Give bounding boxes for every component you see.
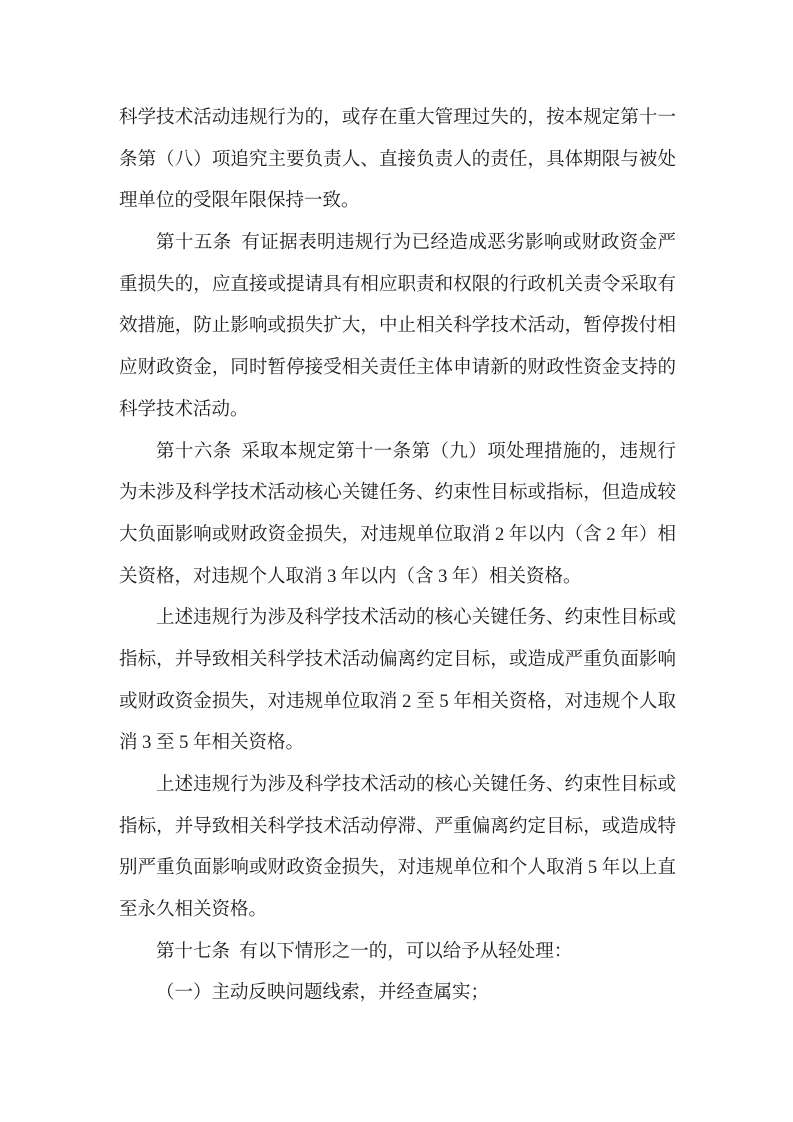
text-line: 理单位的受限年限保持一致。	[119, 191, 360, 212]
text-line: 上述违规行为涉及科学技术活动的核心关键任务、约束性目标或	[156, 608, 676, 629]
text-line: 第十六条 采取本规定第十一条第（九）项处理措施的，违规行	[156, 441, 676, 462]
paragraph	[119, 432, 676, 599]
paragraph	[119, 932, 676, 974]
text-line: 为未涉及科学技术活动核心关键任务、约束性目标或指标，但造成较	[119, 483, 676, 504]
text-line: 别严重负面影响或财政资金损失，对违规单位和个人取消 5 年以上直	[119, 858, 676, 879]
text-line: 上述违规行为涉及科学技术活动的核心关键任务、约束性目标或	[156, 775, 676, 795]
text-line: 至永久相关资格。	[119, 900, 268, 921]
text-line: 效措施，防止影响或损失扩大，中止相关科学技术活动，暂停拨付相	[119, 316, 676, 337]
text-line: 第十五条 有证据表明违规行为已经造成恶劣影响或财政资金严	[156, 233, 676, 254]
paragraph	[119, 98, 676, 223]
text-line: （一）主动反映问题线索，并经查属实；	[156, 983, 490, 1004]
text-line: 科学技术活动。	[119, 399, 249, 420]
text-line: 重损失的，应直接或提请具有相应职责和权限的行政机关责令采取有	[119, 274, 676, 295]
paragraph	[119, 598, 676, 765]
text-line: 第十七条 有以下情形之一的，可以给予从轻处理：	[156, 941, 573, 962]
text-line: 或财政资金损失，对违规单位取消 2 至 5 年相关资格，对违规个人取	[119, 691, 676, 712]
document-text-block	[119, 98, 676, 1015]
paragraph	[119, 223, 676, 431]
text-line: 关资格，对违规个人取消 3 年以内（含 3 年）相关资格。	[119, 566, 582, 587]
paragraph	[119, 973, 676, 1015]
text-line: 指标，并导致相关科学技术活动停滞、严重偏离约定目标，或造成特	[119, 816, 676, 837]
paragraph	[119, 765, 676, 932]
text-line: 大负面影响或财政资金损失，对违规单位取消 2 年以内（含 2 年）相	[119, 524, 676, 545]
text-line: 消 3 至 5 年相关资格。	[119, 733, 305, 754]
text-line: 应财政资金，同时暂停接受相关责任主体申请新的财政性资金支持的	[119, 358, 676, 379]
text-line: 指标，并导致相关科学技术活动偏离约定目标，或造成严重负面影响	[119, 649, 676, 670]
text-line: 条第（八）项追究主要负责人、直接负责人的责任，具体期限与被处	[119, 149, 676, 170]
text-line: 科学技术活动违规行为的，或存在重大管理过失的，按本规定第十一	[119, 108, 676, 128]
